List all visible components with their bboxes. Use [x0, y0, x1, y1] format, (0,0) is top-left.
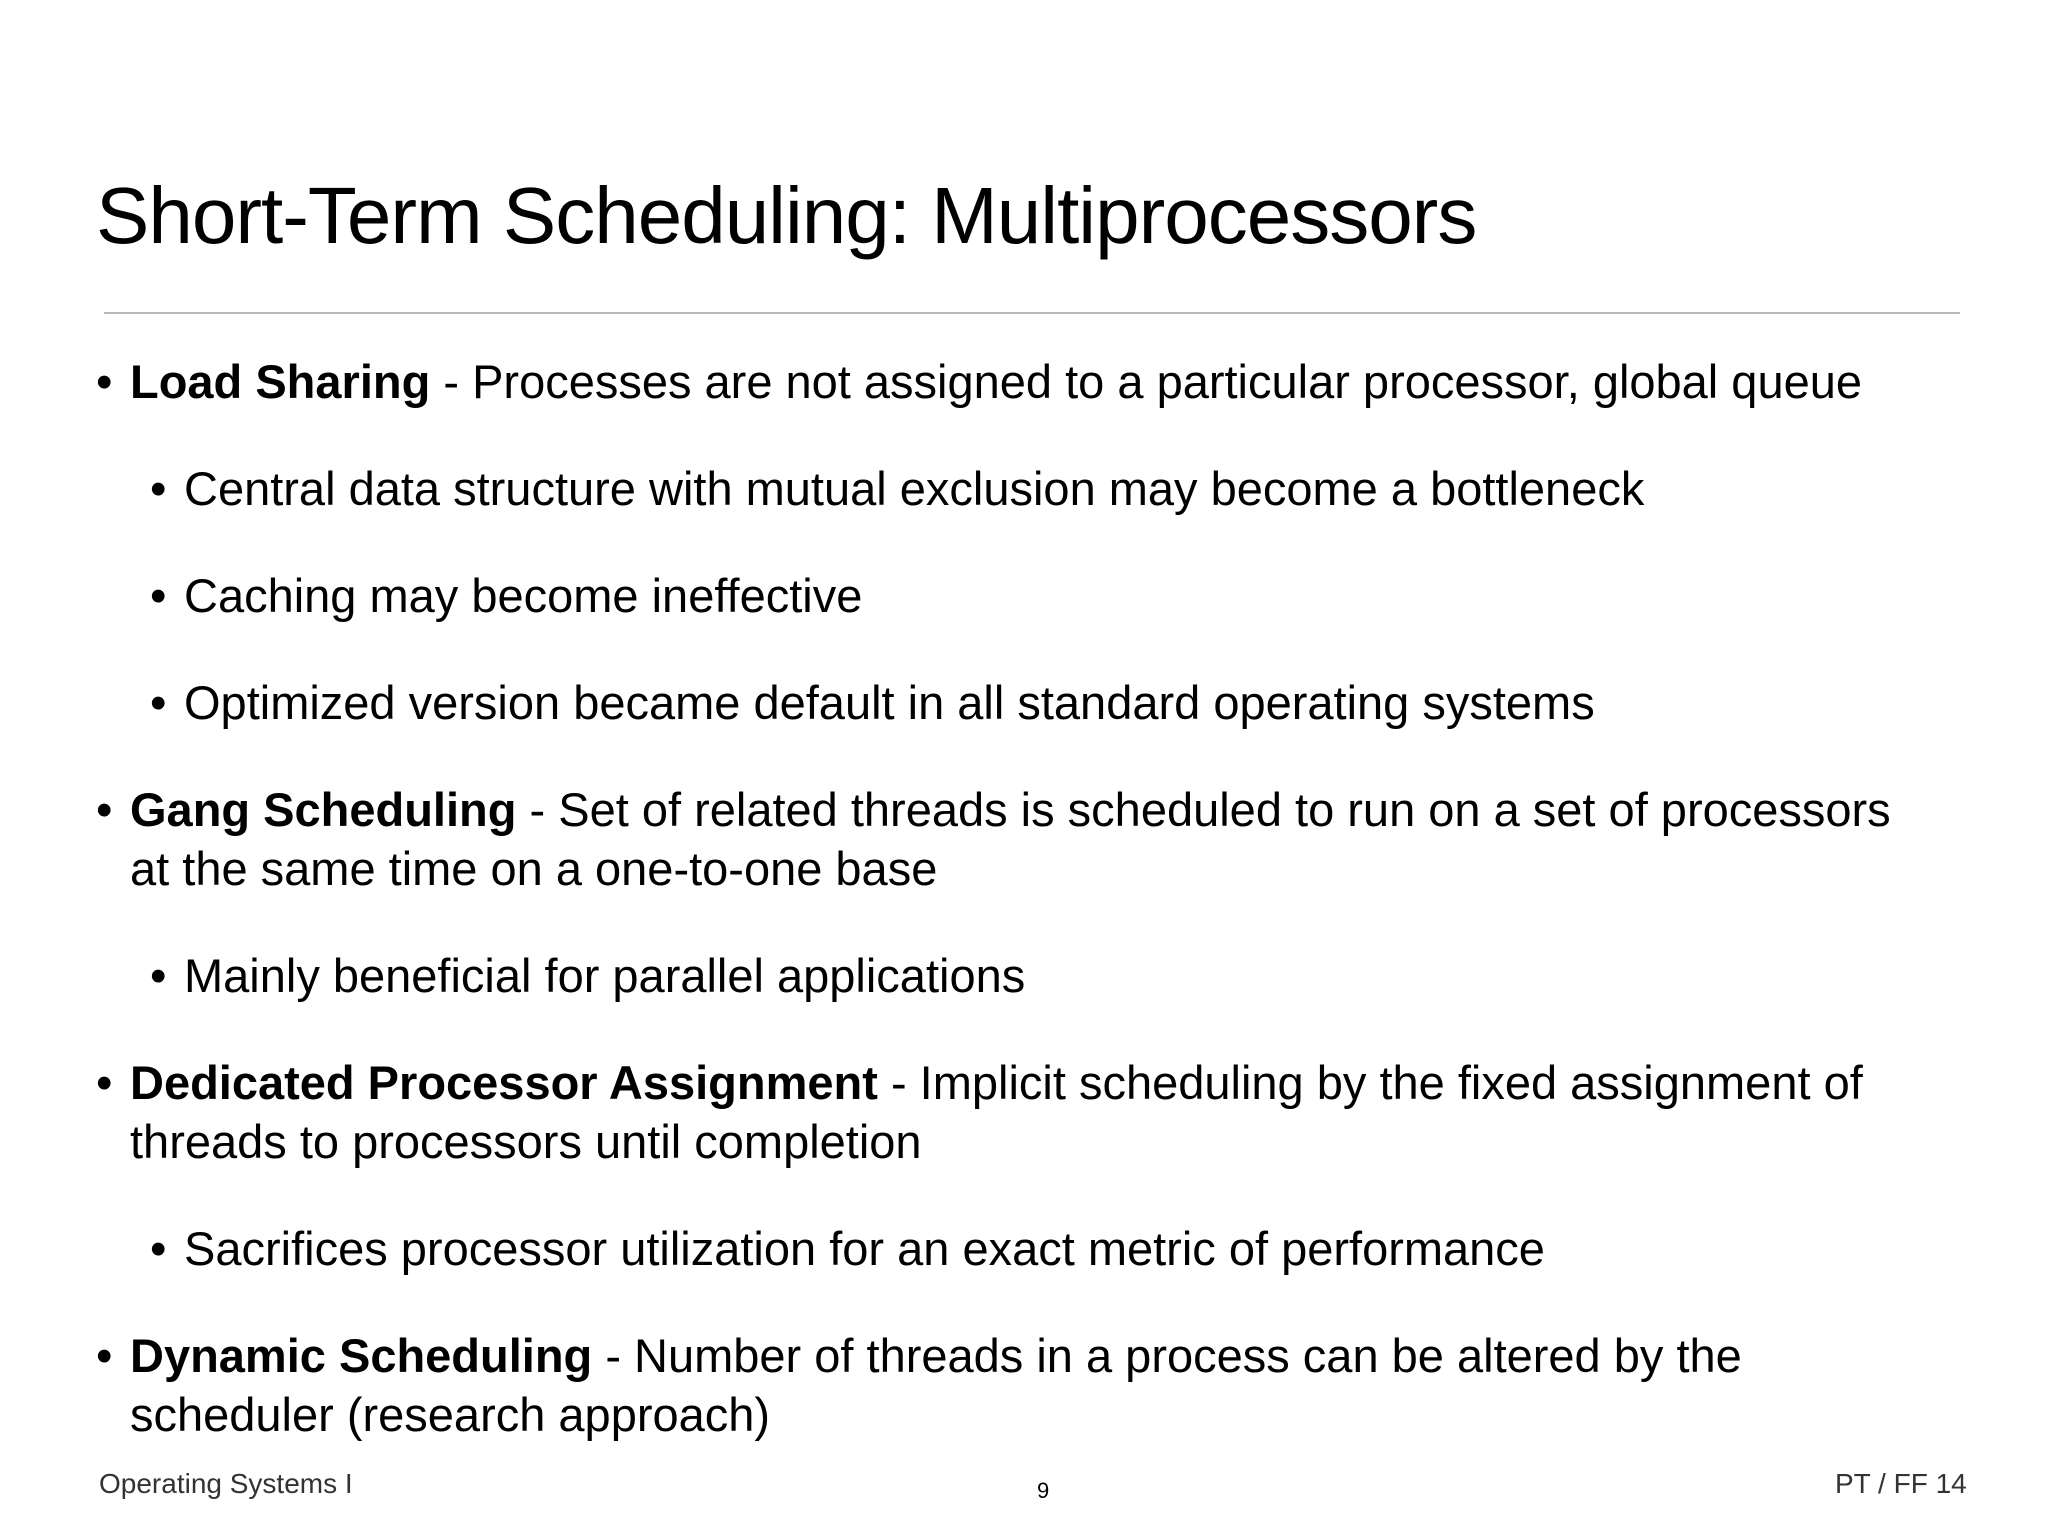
bullet-dot: •	[150, 569, 167, 622]
bullet-dynamic-scheduling	[96, 1326, 1742, 1441]
bullet-dot: •	[150, 676, 167, 729]
sub-bullet	[150, 1219, 1545, 1278]
bullet-text: - Implicit scheduling by the fixed assignment of	[877, 1056, 1863, 1109]
bullet-dedicated-processor-assignment	[96, 1053, 1863, 1171]
sub-bullet	[150, 566, 863, 625]
bullet-dot: •	[96, 1329, 113, 1382]
footer-course-title: Operating Systems I	[99, 1468, 353, 1499]
sub-bullet	[150, 673, 1595, 732]
bullet-text: - Set of related threads is scheduled to run on a set of processors	[516, 783, 1891, 836]
bullet-text-continued: scheduler (research approach)	[130, 1388, 771, 1441]
sub-bullet-text: Caching may become ineffective	[184, 569, 863, 622]
bullet-text-continued: threads to processors until completion	[130, 1115, 922, 1168]
bullet-text-continued: at the same time on a one-to-one base	[130, 842, 938, 895]
bullet-dot: •	[150, 949, 167, 1002]
bullet-gang-scheduling	[96, 780, 1891, 898]
bullet-term: Dedicated Processor Assignment	[130, 1056, 878, 1109]
bullet-text: - Number of threads in a process can be altered by the	[592, 1329, 1742, 1382]
bullet-dot: •	[96, 355, 113, 408]
bullet-load-sharing	[96, 352, 1863, 411]
slide-title: Short-Term Scheduling: Multiprocessors	[96, 171, 1477, 260]
bullet-term: Gang Scheduling	[130, 783, 517, 836]
bullet-text: - Processes are not assigned to a particular processor, global queue	[430, 355, 1863, 408]
title-divider	[104, 312, 1960, 314]
bullet-dot: •	[150, 462, 167, 515]
sub-bullet-text: Central data structure with mutual exclusion may become a bottleneck	[184, 462, 1645, 515]
sub-bullet-text: Mainly beneficial for parallel applications	[184, 949, 1026, 1002]
bullet-dot: •	[150, 1222, 167, 1275]
sub-bullet-text: Sacrifices processor utilization for an exact metric of performance	[184, 1222, 1545, 1275]
sub-bullet-text: Optimized version became default in all standard operating systems	[184, 676, 1595, 729]
bullet-dot: •	[96, 783, 113, 836]
bullet-term: Load Sharing	[130, 355, 431, 408]
bullet-dot: •	[96, 1056, 113, 1109]
footer-author: PT / FF 14	[1835, 1468, 1967, 1499]
bullet-term: Dynamic Scheduling	[130, 1329, 593, 1382]
footer-page-number: 9	[1037, 1478, 1050, 1503]
sub-bullet	[150, 946, 1026, 1005]
sub-bullet	[150, 459, 1645, 518]
